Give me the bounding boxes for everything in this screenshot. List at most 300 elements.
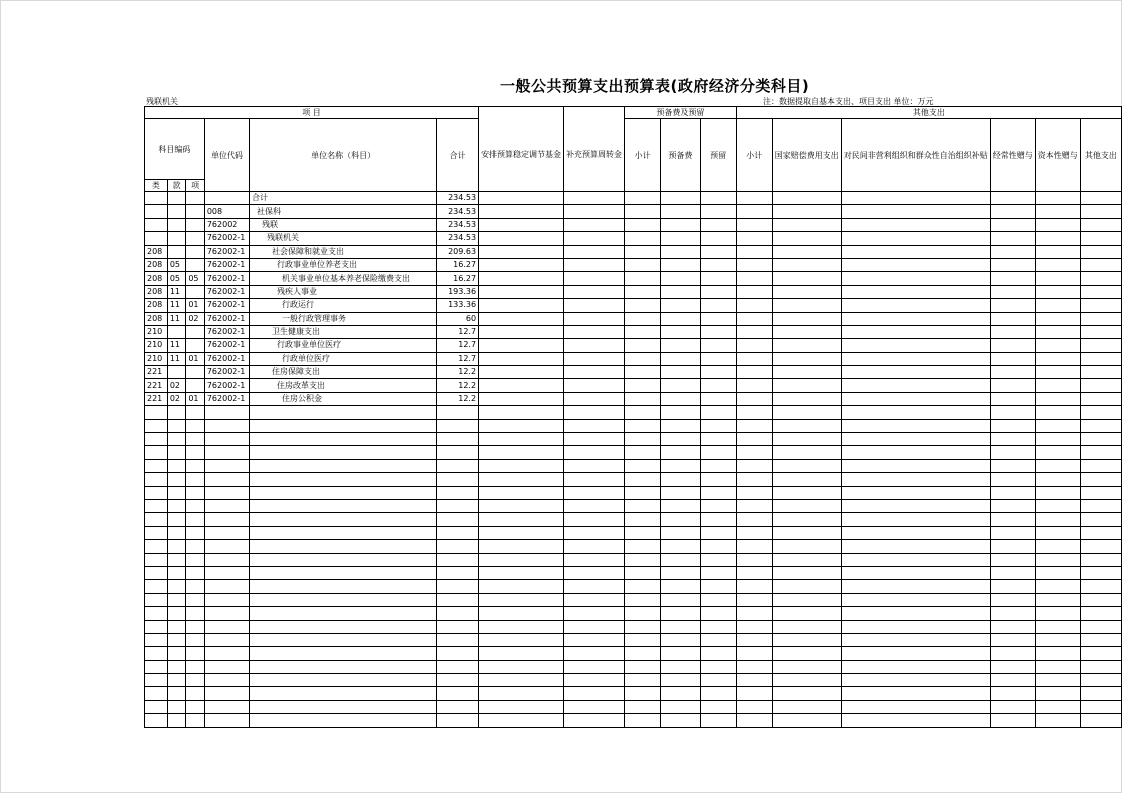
cell-total: 12.7 xyxy=(437,339,479,352)
cell-empty xyxy=(1080,272,1121,285)
cell-empty xyxy=(772,660,841,673)
cell-code xyxy=(204,486,249,499)
cell-empty xyxy=(625,620,661,633)
cell-name: 行政事业单位医疗 xyxy=(250,339,437,352)
cell-code xyxy=(204,580,249,593)
cell-empty xyxy=(625,660,661,673)
cell-empty xyxy=(736,633,772,646)
cell-empty xyxy=(841,433,990,446)
cell-empty xyxy=(1080,473,1121,486)
cell-empty xyxy=(661,607,700,620)
cell-empty xyxy=(1080,406,1121,419)
cell-xiang: 01 xyxy=(186,299,205,312)
cell-empty xyxy=(772,419,841,432)
cell-empty xyxy=(990,245,1035,258)
cell-empty xyxy=(479,352,564,365)
cell-total xyxy=(437,473,479,486)
header-xiaoji-1: 小计 xyxy=(625,119,661,192)
cell-empty xyxy=(1035,272,1080,285)
cell-lei xyxy=(145,205,168,218)
cell-empty xyxy=(772,553,841,566)
cell-empty xyxy=(625,218,661,231)
cell-empty xyxy=(1035,258,1080,271)
table-row xyxy=(145,446,1122,459)
cell-empty xyxy=(700,620,736,633)
header-kemu-code: 科目编码 xyxy=(145,119,205,180)
cell-empty xyxy=(1080,714,1121,727)
table-row xyxy=(145,593,1122,606)
cell-empty xyxy=(772,192,841,205)
cell-empty xyxy=(1035,232,1080,245)
cell-kuan: 11 xyxy=(167,299,186,312)
cell-name: 行政运行 xyxy=(250,299,437,312)
cell-total xyxy=(437,687,479,700)
cell-empty xyxy=(841,513,990,526)
cell-total: 12.2 xyxy=(437,366,479,379)
header-kuan: 款 xyxy=(167,180,186,192)
cell-empty xyxy=(625,486,661,499)
cell-lei xyxy=(145,419,168,432)
cell-empty xyxy=(990,566,1035,579)
cell-name xyxy=(250,419,437,432)
cell-empty xyxy=(479,647,564,660)
cell-empty xyxy=(479,192,564,205)
cell-kuan xyxy=(167,687,186,700)
cell-total xyxy=(437,406,479,419)
cell-empty xyxy=(1080,526,1121,539)
cell-empty xyxy=(479,607,564,620)
cell-empty xyxy=(1035,513,1080,526)
cell-empty xyxy=(1035,245,1080,258)
cell-lei xyxy=(145,192,168,205)
cell-total xyxy=(437,660,479,673)
cell-lei xyxy=(145,566,168,579)
cell-empty xyxy=(625,419,661,432)
cell-total: 12.7 xyxy=(437,352,479,365)
cell-empty xyxy=(700,499,736,512)
cell-empty xyxy=(564,406,625,419)
cell-empty xyxy=(1080,258,1121,271)
cell-code xyxy=(204,714,249,727)
cell-total xyxy=(437,446,479,459)
header-xiaoji-2: 小计 xyxy=(736,119,772,192)
cell-empty xyxy=(736,419,772,432)
cell-lei xyxy=(145,433,168,446)
cell-empty xyxy=(625,245,661,258)
cell-empty xyxy=(625,325,661,338)
cell-empty xyxy=(661,205,700,218)
cell-empty xyxy=(564,700,625,713)
cell-empty xyxy=(1035,660,1080,673)
cell-total xyxy=(437,700,479,713)
cell-empty xyxy=(1035,459,1080,472)
cell-xiang: 01 xyxy=(186,392,205,405)
cell-empty xyxy=(1035,406,1080,419)
cell-code: 008 xyxy=(204,205,249,218)
cell-empty xyxy=(479,674,564,687)
cell-empty xyxy=(1035,687,1080,700)
cell-name xyxy=(250,473,437,486)
cell-empty xyxy=(990,433,1035,446)
header-minjian: 对民间非营利组织和群众性自治组织补贴 xyxy=(841,119,990,192)
cell-empty xyxy=(564,419,625,432)
cell-empty xyxy=(841,580,990,593)
cell-total: 234.53 xyxy=(437,218,479,231)
cell-total xyxy=(437,459,479,472)
cell-empty xyxy=(1080,593,1121,606)
cell-kuan: 11 xyxy=(167,312,186,325)
cell-empty xyxy=(772,218,841,231)
cell-code xyxy=(204,660,249,673)
cell-code xyxy=(204,192,249,205)
cell-empty xyxy=(700,566,736,579)
cell-kuan xyxy=(167,459,186,472)
cell-empty xyxy=(990,486,1035,499)
cell-empty xyxy=(841,258,990,271)
cell-lei xyxy=(145,687,168,700)
cell-empty xyxy=(661,232,700,245)
cell-empty xyxy=(564,272,625,285)
table-row xyxy=(145,700,1122,713)
cell-xiang xyxy=(186,473,205,486)
cell-empty xyxy=(1035,192,1080,205)
cell-empty xyxy=(479,700,564,713)
cell-code: 762002-1 xyxy=(204,352,249,365)
cell-kuan: 02 xyxy=(167,379,186,392)
cell-empty xyxy=(841,366,990,379)
cell-empty xyxy=(625,433,661,446)
cell-xiang xyxy=(186,325,205,338)
cell-empty xyxy=(841,205,990,218)
cell-empty xyxy=(841,593,990,606)
cell-empty xyxy=(1080,633,1121,646)
cell-empty xyxy=(736,232,772,245)
cell-empty xyxy=(990,366,1035,379)
cell-xiang xyxy=(186,660,205,673)
cell-empty xyxy=(1080,366,1121,379)
cell-name xyxy=(250,553,437,566)
cell-total xyxy=(437,486,479,499)
cell-lei: 208 xyxy=(145,299,168,312)
cell-code: 762002-1 xyxy=(204,312,249,325)
cell-empty xyxy=(772,540,841,553)
cell-name xyxy=(250,620,437,633)
cell-empty xyxy=(736,593,772,606)
cell-code xyxy=(204,446,249,459)
cell-lei: 221 xyxy=(145,379,168,392)
cell-lei xyxy=(145,607,168,620)
cell-empty xyxy=(625,285,661,298)
cell-empty xyxy=(1035,325,1080,338)
cell-empty xyxy=(1080,459,1121,472)
table-row xyxy=(145,553,1122,566)
cell-empty xyxy=(700,325,736,338)
cell-empty xyxy=(564,192,625,205)
cell-empty xyxy=(564,647,625,660)
cell-name: 行政事业单位养老支出 xyxy=(250,258,437,271)
cell-empty xyxy=(1035,607,1080,620)
cell-empty xyxy=(479,205,564,218)
cell-empty xyxy=(736,607,772,620)
cell-empty xyxy=(736,499,772,512)
cell-xiang xyxy=(186,674,205,687)
cell-kuan: 11 xyxy=(167,339,186,352)
cell-lei: 221 xyxy=(145,366,168,379)
cell-kuan xyxy=(167,660,186,673)
cell-empty xyxy=(772,674,841,687)
cell-empty xyxy=(700,674,736,687)
cell-kuan xyxy=(167,245,186,258)
cell-empty xyxy=(1035,714,1080,727)
cell-kuan xyxy=(167,566,186,579)
cell-empty xyxy=(661,499,700,512)
cell-xiang xyxy=(186,593,205,606)
cell-empty xyxy=(564,366,625,379)
cell-empty xyxy=(661,473,700,486)
cell-empty xyxy=(1080,312,1121,325)
cell-empty xyxy=(700,687,736,700)
table-row xyxy=(145,473,1122,486)
cell-empty xyxy=(625,607,661,620)
cell-empty xyxy=(661,513,700,526)
cell-name: 残联机关 xyxy=(250,232,437,245)
cell-empty xyxy=(661,553,700,566)
cell-code xyxy=(204,433,249,446)
cell-empty xyxy=(841,419,990,432)
cell-empty xyxy=(772,406,841,419)
table-row xyxy=(145,620,1122,633)
cell-empty xyxy=(841,660,990,673)
cell-empty xyxy=(661,339,700,352)
cell-empty xyxy=(479,553,564,566)
table-row xyxy=(145,218,1122,231)
cell-empty xyxy=(772,620,841,633)
cell-empty xyxy=(564,526,625,539)
cell-name xyxy=(250,446,437,459)
cell-empty xyxy=(479,312,564,325)
cell-name: 残疾人事业 xyxy=(250,285,437,298)
cell-empty xyxy=(1080,419,1121,432)
cell-empty xyxy=(479,540,564,553)
cell-empty xyxy=(700,406,736,419)
cell-name xyxy=(250,580,437,593)
cell-empty xyxy=(772,245,841,258)
cell-xiang xyxy=(186,513,205,526)
cell-empty xyxy=(479,245,564,258)
cell-empty xyxy=(700,486,736,499)
cell-empty xyxy=(1035,339,1080,352)
cell-xiang xyxy=(186,714,205,727)
cell-code xyxy=(204,459,249,472)
cell-empty xyxy=(661,660,700,673)
table-row xyxy=(145,325,1122,338)
cell-lei: 210 xyxy=(145,352,168,365)
cell-empty xyxy=(990,553,1035,566)
cell-lei xyxy=(145,700,168,713)
cell-empty xyxy=(736,245,772,258)
cell-empty xyxy=(772,205,841,218)
cell-empty xyxy=(1035,299,1080,312)
cell-total xyxy=(437,620,479,633)
cell-total: 234.53 xyxy=(437,205,479,218)
cell-empty xyxy=(772,312,841,325)
cell-empty xyxy=(564,513,625,526)
cell-empty xyxy=(841,566,990,579)
cell-empty xyxy=(772,325,841,338)
cell-empty xyxy=(990,299,1035,312)
header-qita-group: 其他支出 xyxy=(736,107,1121,119)
cell-name xyxy=(250,406,437,419)
table-row xyxy=(145,687,1122,700)
cell-empty xyxy=(700,419,736,432)
cell-empty xyxy=(736,325,772,338)
cell-lei xyxy=(145,553,168,566)
cell-name xyxy=(250,433,437,446)
cell-empty xyxy=(479,566,564,579)
cell-empty xyxy=(625,352,661,365)
cell-empty xyxy=(1035,540,1080,553)
cell-empty xyxy=(479,580,564,593)
cell-empty xyxy=(990,392,1035,405)
cell-empty xyxy=(625,714,661,727)
cell-empty xyxy=(1035,674,1080,687)
cell-empty xyxy=(564,299,625,312)
cell-kuan xyxy=(167,513,186,526)
cell-empty xyxy=(772,687,841,700)
cell-empty xyxy=(625,633,661,646)
cell-empty xyxy=(841,459,990,472)
cell-empty xyxy=(479,285,564,298)
cell-empty xyxy=(990,687,1035,700)
cell-name: 住房公积金 xyxy=(250,392,437,405)
cell-empty xyxy=(661,687,700,700)
cell-empty xyxy=(841,379,990,392)
cell-empty xyxy=(625,272,661,285)
cell-xiang: 05 xyxy=(186,272,205,285)
cell-empty xyxy=(1035,580,1080,593)
cell-kuan xyxy=(167,218,186,231)
cell-empty xyxy=(736,700,772,713)
cell-kuan: 05 xyxy=(167,272,186,285)
cell-empty xyxy=(736,312,772,325)
cell-kuan xyxy=(167,446,186,459)
table-row xyxy=(145,232,1122,245)
cell-empty xyxy=(625,499,661,512)
cell-empty xyxy=(772,366,841,379)
cell-code xyxy=(204,499,249,512)
cell-empty xyxy=(479,419,564,432)
cell-empty xyxy=(1035,366,1080,379)
cell-empty xyxy=(841,700,990,713)
cell-empty xyxy=(479,620,564,633)
cell-kuan xyxy=(167,499,186,512)
cell-xiang xyxy=(186,339,205,352)
header-danwei-name: 单位名称（科目） xyxy=(250,119,437,192)
cell-empty xyxy=(841,446,990,459)
cell-total: 16.27 xyxy=(437,272,479,285)
cell-lei xyxy=(145,526,168,539)
cell-xiang: 02 xyxy=(186,312,205,325)
cell-empty xyxy=(772,433,841,446)
cell-empty xyxy=(700,553,736,566)
cell-empty xyxy=(1080,553,1121,566)
cell-xiang xyxy=(186,406,205,419)
header-heji: 合计 xyxy=(437,119,479,192)
cell-empty xyxy=(564,245,625,258)
cell-name xyxy=(250,607,437,620)
cell-empty xyxy=(841,499,990,512)
cell-empty xyxy=(1035,499,1080,512)
cell-total xyxy=(437,553,479,566)
cell-empty xyxy=(1035,446,1080,459)
cell-empty xyxy=(841,192,990,205)
cell-empty xyxy=(736,258,772,271)
cell-empty xyxy=(1080,325,1121,338)
cell-empty xyxy=(700,379,736,392)
cell-total: 234.53 xyxy=(437,192,479,205)
cell-empty xyxy=(625,258,661,271)
cell-empty xyxy=(625,526,661,539)
header-buchong: 补充预算周转金 xyxy=(564,119,625,192)
cell-name: 一般行政管理事务 xyxy=(250,312,437,325)
cell-empty xyxy=(841,339,990,352)
cell-xiang xyxy=(186,366,205,379)
cell-empty xyxy=(1035,593,1080,606)
cell-empty xyxy=(1080,486,1121,499)
cell-empty xyxy=(1080,446,1121,459)
cell-kuan xyxy=(167,486,186,499)
cell-empty xyxy=(700,366,736,379)
cell-lei xyxy=(145,513,168,526)
cell-empty xyxy=(841,406,990,419)
cell-empty xyxy=(661,366,700,379)
header-ziben: 资本性赠与 xyxy=(1035,119,1080,192)
table-row xyxy=(145,419,1122,432)
cell-empty xyxy=(625,366,661,379)
cell-empty xyxy=(700,593,736,606)
cell-empty xyxy=(1080,232,1121,245)
cell-total xyxy=(437,633,479,646)
cell-empty xyxy=(736,192,772,205)
cell-kuan xyxy=(167,406,186,419)
cell-empty xyxy=(479,218,564,231)
cell-empty xyxy=(700,473,736,486)
cell-empty xyxy=(661,325,700,338)
cell-empty xyxy=(479,593,564,606)
cell-empty xyxy=(479,392,564,405)
cell-empty xyxy=(990,285,1035,298)
cell-empty xyxy=(564,232,625,245)
cell-empty xyxy=(700,232,736,245)
cell-empty xyxy=(661,459,700,472)
cell-empty xyxy=(625,473,661,486)
cell-empty xyxy=(564,325,625,338)
cell-total: 209.63 xyxy=(437,245,479,258)
cell-empty xyxy=(661,633,700,646)
header-guojia: 国家赔偿费用支出 xyxy=(772,119,841,192)
cell-empty xyxy=(736,486,772,499)
cell-empty xyxy=(661,433,700,446)
cell-lei: 208 xyxy=(145,312,168,325)
cell-empty xyxy=(625,406,661,419)
cell-kuan xyxy=(167,473,186,486)
cell-empty xyxy=(990,258,1035,271)
cell-empty xyxy=(736,446,772,459)
cell-xiang xyxy=(186,620,205,633)
cell-empty xyxy=(736,299,772,312)
cell-empty xyxy=(1035,218,1080,231)
cell-empty xyxy=(479,232,564,245)
